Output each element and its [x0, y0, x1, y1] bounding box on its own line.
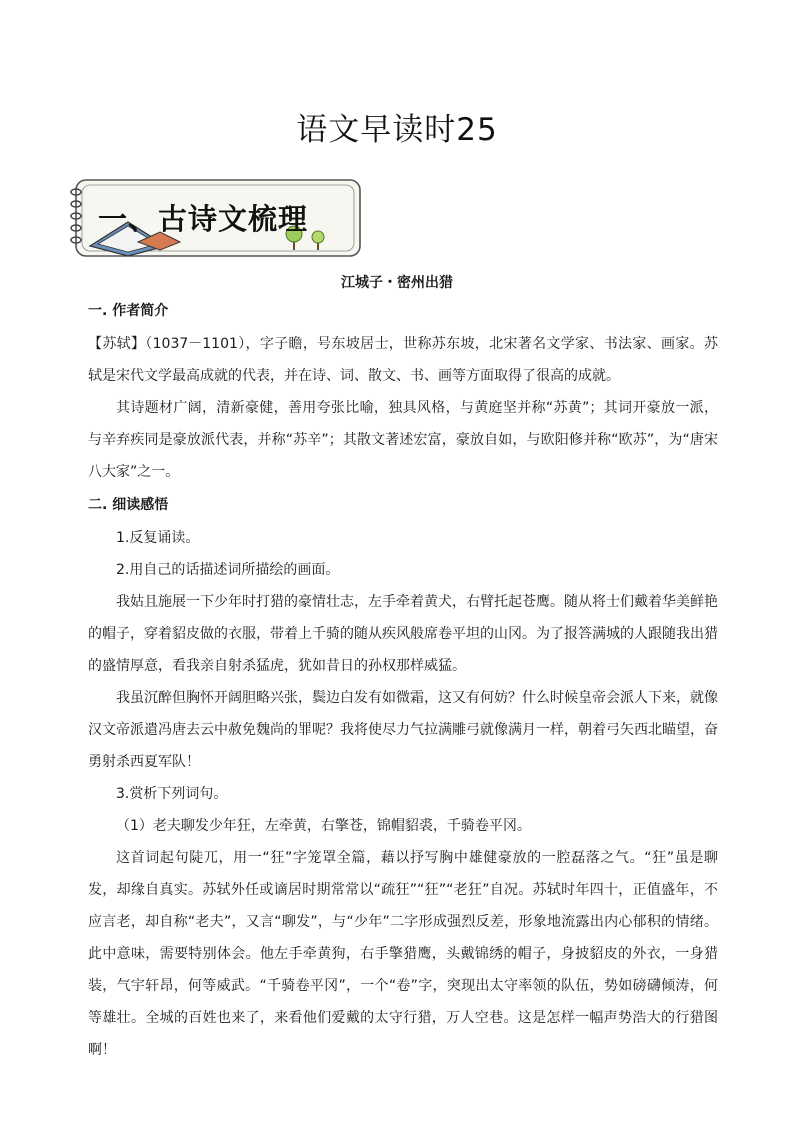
section-heading-reading: 二. 细读感悟	[88, 497, 169, 513]
section-banner-title: 一、古诗文梳理	[98, 202, 309, 236]
analysis-paragraph: 这首词起句陡兀，用一“狂”字笼罩全篇，藉以抒写胸中雄健豪放的一腔磊落之气。“狂”虽是聊发，却缘自真实。苏轼外任或谪居时期常常以“疏狂”“狂”“老狂”自况。苏轼时年四十，正值盛年，不应言老，却自称“老夫”，又言“聊发”，与“少年”二字形成强烈反差，形象地流露出内心郁积的情绪。此中意味，需要特别体会。他左手牵黄狗，右手擎猎鹰，头戴锦绣的帽子，身披貂皮的外衣，一身猎装，气宇轩昂，何等威武。“千骑卷平冈”，一个“卷”字，突现出太守率领的队伍，势如磅礴倾涛，何等雄壮。全城的百姓也来了，来看他们爱戴的太守行猎，万人空巷。这是怎样一幅声势浩大的行猎图啊！	[88, 850, 718, 1058]
list-item: 1.反复诵读。	[116, 530, 200, 546]
author-paragraph-2: 其诗题材广阔，清新豪健，善用夸张比喻，独具风格，与黄庭坚并称“苏黄”；其词开豪放一派，与辛弃疾同是豪放派代表，并称“苏辛”；其散文著述宏富，豪放自如，与欧阳修并称“欧苏”，为“唐宋八大家”之一。	[88, 400, 718, 480]
list-item: 3.赏析下列词句。	[116, 786, 228, 802]
list-item: 2.用自己的话描述词所描绘的画面。	[116, 562, 340, 578]
page-title: 语文早读时25	[296, 112, 498, 148]
document-body	[88, 296, 718, 1066]
list-item: （1）老夫聊发少年狂，左牵黄，右擎苍，锦帽貂裘，千骑卷平冈。	[116, 818, 531, 834]
description-paragraph-1: 我姑且施展一下少年时打猎的豪情壮志，左手牵着黄犬，右臂托起苍鹰。随从将士们戴着华美鲜艳的帽子，穿着貂皮做的衣服，带着上千骑的随从疾风般席卷平坦的山冈。为了报答满城的人跟随我出猎的盛情厚意，看我亲自射杀猛虎，犹如昔日的孙权那样威猛。	[88, 594, 718, 674]
poem-title: 江城子・密州出猎	[341, 275, 453, 291]
description-paragraph-2: 我虽沉醉但胸怀开阔胆略兴张，鬓边白发有如微霜，这又有何妨？什么时候皇帝会派人下来，就像汉文帝派遣冯唐去云中赦免魏尚的罪呢？我将使尽力气拉满雕弓就像满月一样，朝着弓矢西北瞄望，奋勇射杀西夏军队！	[88, 690, 718, 770]
author-paragraph-1: 【苏轼】（1037－1101），字子瞻，号东坡居士，世称苏东坡，北宋著名文学家、书法家、画家。苏轼是宋代文学最高成就的代表，并在诗、词、散文、书、画等方面取得了很高的成就。	[88, 336, 718, 384]
section-heading-author: 一. 作者简介	[88, 303, 169, 319]
